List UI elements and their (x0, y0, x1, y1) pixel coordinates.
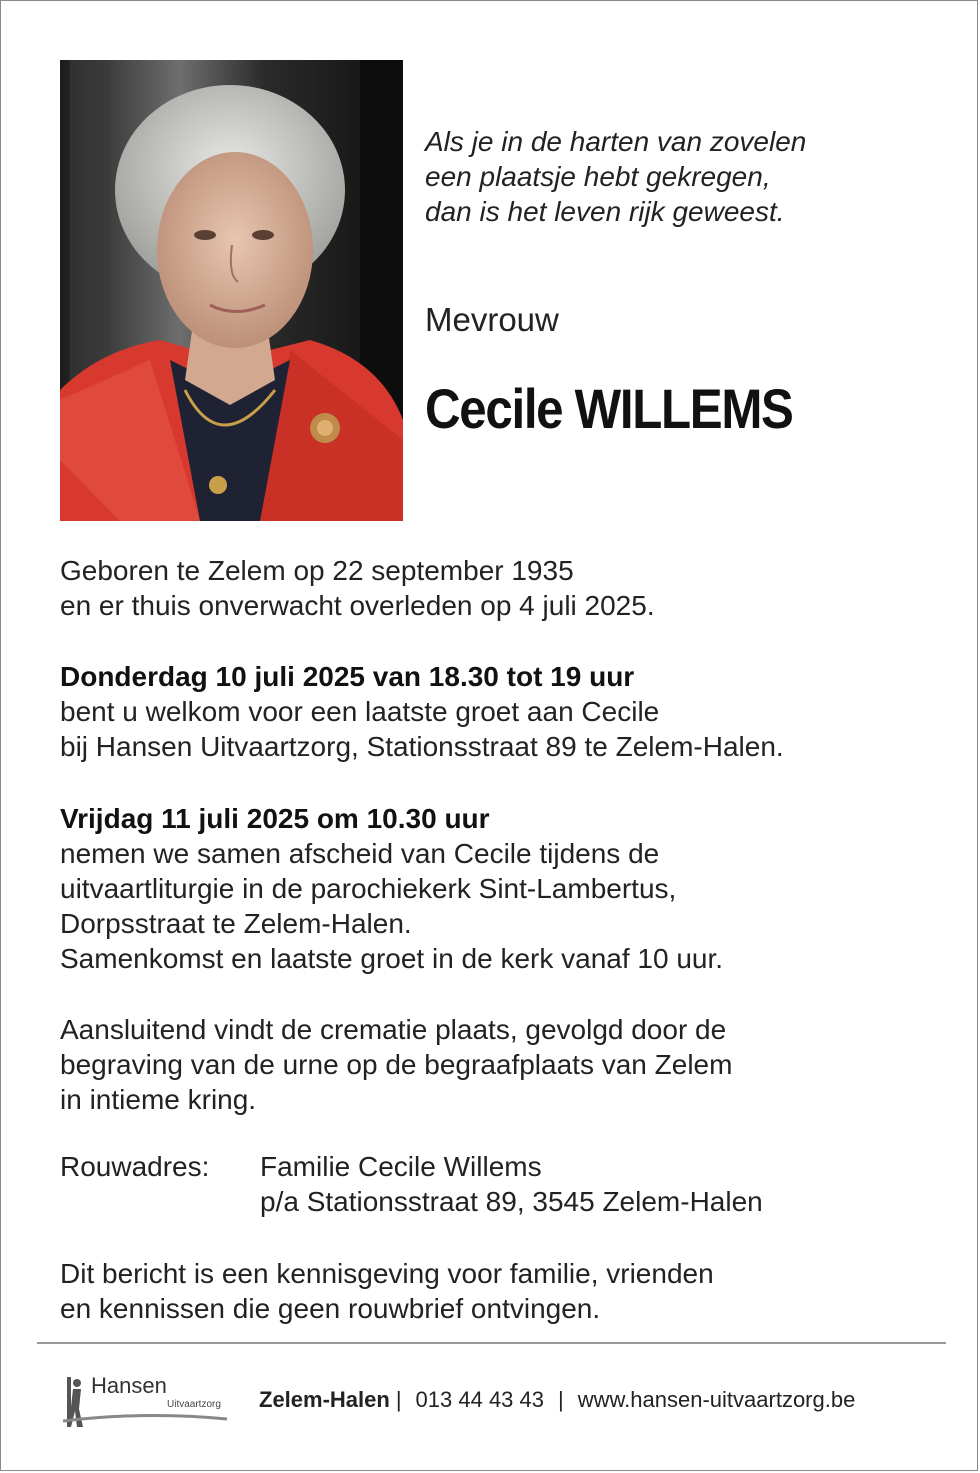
memorial-verse (425, 124, 806, 229)
text-line: begraving van de urne op de begraafplaats van Zelem (60, 1049, 733, 1080)
text-line: Geboren te Zelem op 22 september 1935 (60, 555, 574, 586)
text-line: Dorpsstraat te Zelem-Halen. (60, 908, 412, 939)
hansen-logo (57, 1369, 237, 1431)
text-line: nemen we samen afscheid van Cecile tijdens de (60, 838, 660, 869)
text-line: bij Hansen Uitvaartzorg, Stationsstraat 89 te Zelem-Halen. (60, 731, 784, 762)
address-line: p/a Stationsstraat 89, 3545 Zelem-Halen (260, 1186, 763, 1217)
notice-text (60, 1256, 714, 1326)
honorific: Mevrouw (425, 301, 559, 338)
text-line: bent u welkom voor een laatste groet aan Cecile (60, 696, 660, 727)
verse-line: een plaatsje hebt gekregen, (425, 161, 771, 192)
footer-contact (259, 1387, 855, 1413)
funeral-heading: Vrijdag 11 juli 2025 om 10.30 uur (60, 803, 490, 834)
funeral-info (60, 801, 723, 976)
portrait-image (60, 60, 403, 521)
viewing-heading: Donderdag 10 juli 2025 van 18.30 tot 19 uur (60, 661, 635, 692)
text-line: Aansluitend vindt de crematie plaats, gevolgd door de (60, 1014, 727, 1045)
address-line: Familie Cecile Willems (260, 1151, 542, 1182)
footer-website[interactable]: www.hansen-uitvaartzorg.be (577, 1387, 856, 1412)
text-line: in intieme kring. (60, 1084, 257, 1115)
birth-death-info (60, 553, 655, 623)
text-line: uitvaartliturgie in de parochiekerk Sint-Lambertus, (60, 873, 677, 904)
footer-phone[interactable]: 013 44 43 43 (415, 1387, 545, 1412)
text-line: en kennissen die geen rouwbrief ontvingen. (60, 1293, 601, 1324)
deceased-name: Cecile WILLEMS (425, 377, 793, 440)
footer-divider (37, 1342, 946, 1344)
verse-line: Als je in de harten van zovelen (425, 126, 807, 157)
logo-subtitle: Uitvaartzorg (167, 1399, 221, 1410)
footer-city: Zelem-Halen (259, 1387, 390, 1412)
footer-separator: | (395, 1387, 402, 1412)
text-line: en er thuis onverwacht overleden op 4 juli 2025. (60, 590, 655, 621)
logo-name: Hansen (91, 1373, 167, 1398)
address-label: Rouwadres: (60, 1151, 210, 1182)
footer-separator: | (558, 1387, 564, 1412)
viewing-info (60, 659, 784, 764)
text-line: Samenkomst en laatste groet in de kerk vanaf 10 uur. (60, 943, 724, 974)
portrait-photo (60, 60, 403, 521)
cremation-info (60, 1012, 732, 1117)
text-line: Dit bericht is een kennisgeving voor familie, vrienden (60, 1258, 714, 1289)
address-value (260, 1149, 763, 1219)
verse-line: dan is het leven rijk geweest. (425, 196, 785, 227)
